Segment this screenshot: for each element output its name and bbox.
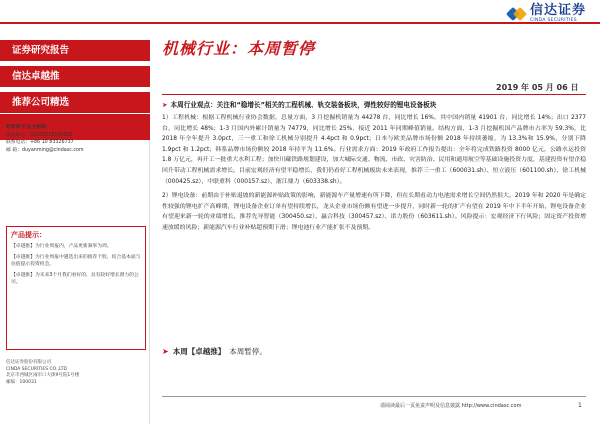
paragraph-lithium: 2）锂电设备：前期由于补贴退坡的新能源补贴政策的影响，新能源车产量增速有所下降，但在长期看动力电池需求增长空间仍然很大。2019 年和 2020 年是确定性较强的锂电扩产高峰期，锂电设备企业订单有望持续增长，龙头企业市场份额有望进一步提升，同时新一轮的扩产有望在 2019 年中下半年开始，锂电设备企业有望迎来新一轮的业绩增长，推荐先导智能（300450.sz）、赢合科技（300457.sz）、诺力股份（603611.sh）。风险提示：宏观经济下行风险；固定资产投资增速放缓的风险；新能源汽车行业补贴超预期下滑；锂电池行业产能扩张不及预期。 [162, 193, 586, 231]
analyst-name: 杜若明 行业分析师 [6, 125, 47, 130]
report-date: 2019 年 05 月 06 日 [496, 83, 579, 92]
company-address: 北京市西城区闹市口大街9号院1号楼 [6, 373, 80, 378]
analyst-license: 执业编号：S1500518100002 [6, 132, 73, 138]
triangle-icon: ➤ [162, 101, 168, 109]
sidebar-tab-recommended[interactable]: 推荐公司精选 [0, 92, 150, 114]
headline [162, 100, 586, 110]
product-notice-item: 【卓越推】为行业周报内，产品更新频率为周。 [11, 244, 112, 249]
title-rule [162, 94, 586, 95]
main-content [162, 100, 586, 238]
section-prefix: 本周【卓越推】 [172, 347, 226, 356]
page-title: 机械行业：本周暂停 [162, 39, 316, 58]
weekly-pick-section [162, 346, 267, 357]
footer-disclaimer[interactable]: 请阅读最后一页免责声明及信息披露 http://www.cindasc.com [380, 403, 522, 409]
page-number: 1 [578, 402, 582, 409]
analyst-info [6, 124, 146, 154]
sidebar-tab-research[interactable]: 证券研究报告 [0, 40, 150, 62]
analyst-email[interactable]: 邮 箱：duyanming@cindasc.com [6, 147, 84, 153]
company-name-en: CINDA SECURITIES CO.,LTD [6, 366, 67, 372]
logo-mark-icon [508, 6, 526, 22]
company-info [6, 360, 146, 386]
logo-cn-text: 信达证券 [529, 3, 586, 18]
company-postcode: 邮编：100031 [6, 379, 37, 385]
section-text: 本周暂停。 [229, 347, 267, 356]
analyst-phone: 联系电话：+86 10 83326737 [6, 140, 74, 145]
product-notice-box [6, 226, 146, 350]
product-notice-title: 产品提示： [11, 231, 46, 239]
footer-rule [162, 396, 586, 397]
headline-text: 本周行业观点：关注和“稳增长”相关的工程机械、轨交装备板块，弹性较好的锂电设备板块 [170, 101, 437, 109]
logo-en-text: CINDA SECURITIES [529, 18, 577, 23]
sidebar-tab-top-pick[interactable]: 信达卓越推 [0, 66, 150, 88]
product-notice-item: 【卓越推】为未来3个月我们看好的、具有较好增长潜力的公司。 [11, 273, 139, 285]
triangle-icon: ➤ [162, 347, 169, 356]
company-name: 信达证券股份有限公司 [6, 360, 51, 365]
company-logo [508, 4, 586, 24]
paragraph-construction: 1）工程机械：根据工程机械行业协会数据，总量方面，3 月挖掘机销量为 44278 台，同比增长 16%，其中国内销量 41901 台，同比增长 14%；出口 2377 台，同比增长 48%；1-3 月国内外累计销量为 74779，同比增长 25%，接近 2011 年同期峰值销量。结构方面，1-3 月挖掘机国产品牌市占率为 59.3%，比 2018 年全年提升 3.0pct，三一重工和徐工机械分别提升 4.4pct 和 0.9pct；日本与欧美品牌市场份额 2018 年持续萎缩，为 13.3%和 15.9%，分别下降 1.9pct 和 1.2pct；韩系品牌市场份额较 2018 年持平为 11.6%。行业需求方面：2019 年政府工作报告提出：全年将完成铁路投资 8000 亿元，公路水运投资 1.8 万亿元，再开工一批重大水利工程；加快川藏铁路规划建设，加大城际交通、物流、市政、灾害防治、民用和通用航空等基础设施投资力度，基建投资有望企稳回升带动工程机械需求增长。目前宏观经济有望平稳增长，我们仍看好工程机械板块未来表现，推荐三一重工（600031.sh）、恒立液压（601100.sh）、徐工机械（000425.sz）、中联重科（000157.sz）、浙江鼎力（603338.sh）。 [162, 115, 586, 185]
product-notice-item: 【卓越推】为行业周报中遴选出来的推荐个股，结合基本面与估值提示投资机会。 [11, 255, 141, 267]
